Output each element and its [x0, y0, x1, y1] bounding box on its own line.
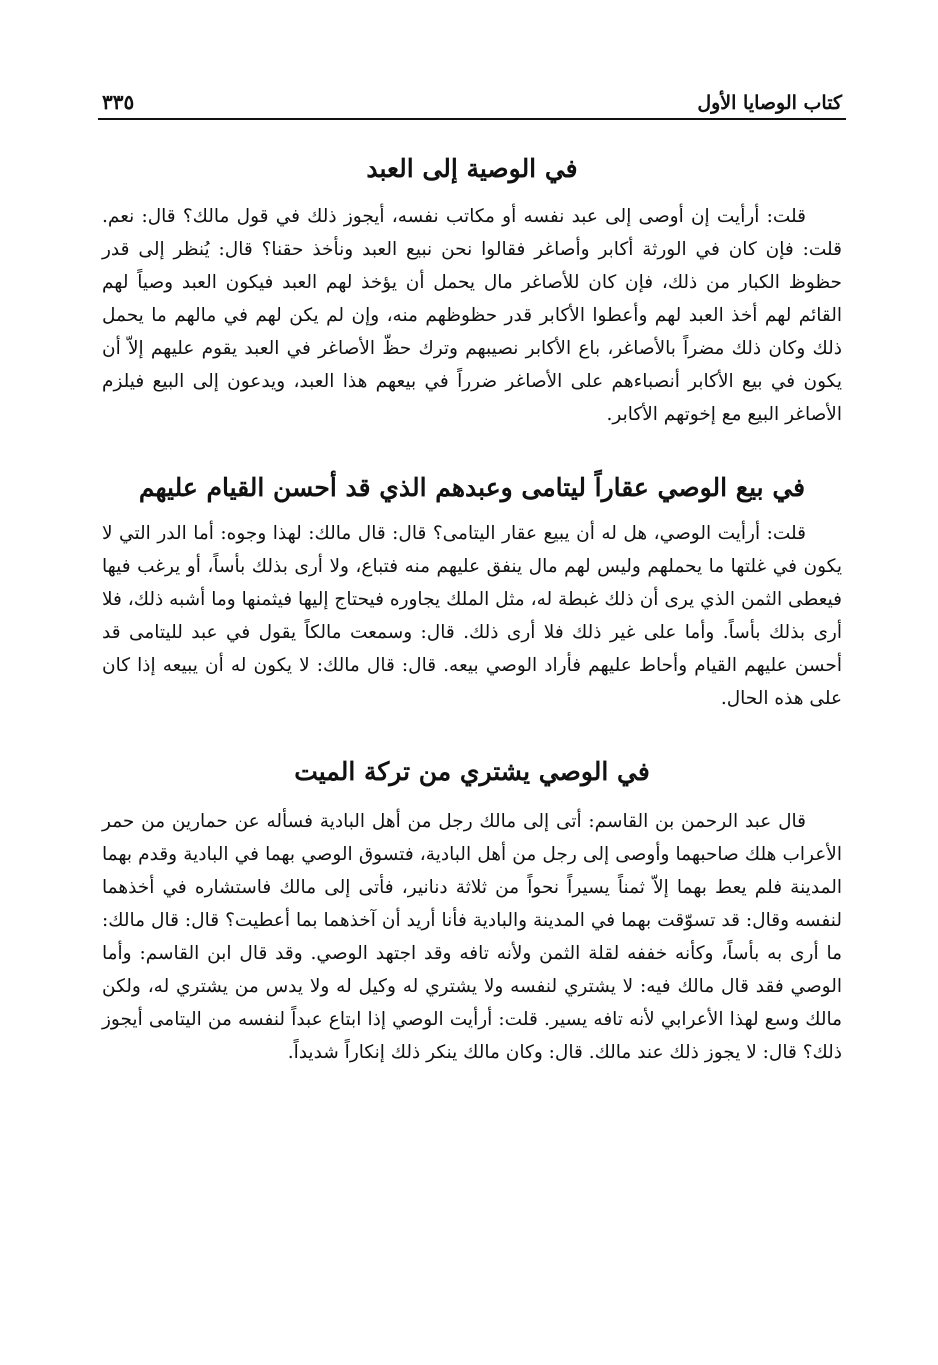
book-page	[98, 80, 846, 1069]
section-body: قال عبد الرحمن بن القاسم: أتى إلى مالك رجل من أهل البادية فسأله عن حمارين من حمر الأعراب هلك صاحبهما وأوصى إلى رجل من أهل البادية، فتسوق الوصي بهما في البادية وقدم بهما المدينة فلم يعط بهما إلاّ ثمناً يسيراً نحواً من ثلاثة دنانير، فأتى إلى مالك فاستشاره في أخذهما لنفسه وقال: قد تسوّقت بهما في المدينة والبادية فأنا أريد أن آخذهما بما أعطيت؟ قال: قال مالك: ما أرى به بأساً، وكأنه خففه لقلة الثمن ولأنه تافه وقد اجتهد الوصي. وقد قال ابن القاسم: وأما الوصي فقد قال مالك فيه: لا يشتري لنفسه ولا يشتري له وكيل له ولا يدس من يشتري له، ولكن مالك وسع لهذا الأعرابي لأنه تافه يسير. قلت: أرأيت الوصي إذا ابتاع عبداً لنفسه من اليتامى أيجوز ذلك؟ قال: لا يجوز ذلك عند مالك. قال: وكان مالك ينكر ذلك إنكاراً شديداً.	[102, 811, 842, 1063]
book-title: كتاب الوصايا الأول	[697, 92, 842, 114]
section-slave-executor	[98, 154, 846, 431]
page-number: ٣٣٥	[102, 90, 135, 114]
section-title: في الوصي يشتري من تركة الميت	[294, 757, 650, 786]
section-title: في بيع الوصي عقاراً ليتامى وعبدهم الذي قد أحسن القيام عليهم	[138, 473, 806, 502]
section-body: قلت: أرأيت إن أوصى إلى عبد نفسه أو مكاتب نفسه، أيجوز ذلك في قول مالك؟ قال: نعم. قلت: فإن كان في الورثة أكابر وأصاغر فقالوا نحن نبيع العبد ونأخذ حقنا؟ قال: يُنظر إلى قدر حظوظ الكبار من ذلك، فإن كان للأصاغر مال يحمل أن يؤخذ لهم العبد فيكون العبد وصياً لهم القائم لهم أخذ العبد لهم وأعطوا الأكابر قدر حظوظهم منه، وإن لم يكن لهم في مالهم ما يحمل ذلك وكان ذلك مضراً بالأصاغر، باع الأكابر نصيبهم وترك حظّ الأصاغر في العبد يقوم عليهم إلاّ أن يكون في بيع الأكابر أنصباءهم على الأصاغر ضرراً في بيعهم هذا العبد، ويدعون إلى البيع فيلزم الأصاغر البيع مع إخوتهم الأكابر.	[102, 206, 842, 425]
section-executor-purchase	[98, 757, 846, 1069]
section-body: قلت: أرأيت الوصي، هل له أن يبيع عقار اليتامى؟ قال: قال مالك: لهذا وجوه: أما الدر التي لا يكون في غلتها ما يحملهم وليس لهم مال ينفق عليهم منه فتباع، ولا أرى بذلك بأساً، أو يرغب فيها فيعطى الثمن الذي يرى أن ذلك غبطة له، مثل الملك يجاوره فيحتاج إليها فيثمنها وما أشبه ذلك، فلا أرى بذلك بأساً. وأما على غير ذلك فلا أرى ذلك. قال: وسمعت مالكاً يقول في عبد لليتامى قد أحسن عليهم القيام وأحاط عليهم فأراد الوصي بيعه. قال: قال مالك: لا يكون له أن يبيعه إذا كان على هذه الحال.	[102, 523, 842, 709]
running-header	[98, 80, 846, 120]
section-orphan-property-sale	[98, 473, 846, 715]
section-title: في الوصية إلى العبد	[366, 154, 578, 183]
